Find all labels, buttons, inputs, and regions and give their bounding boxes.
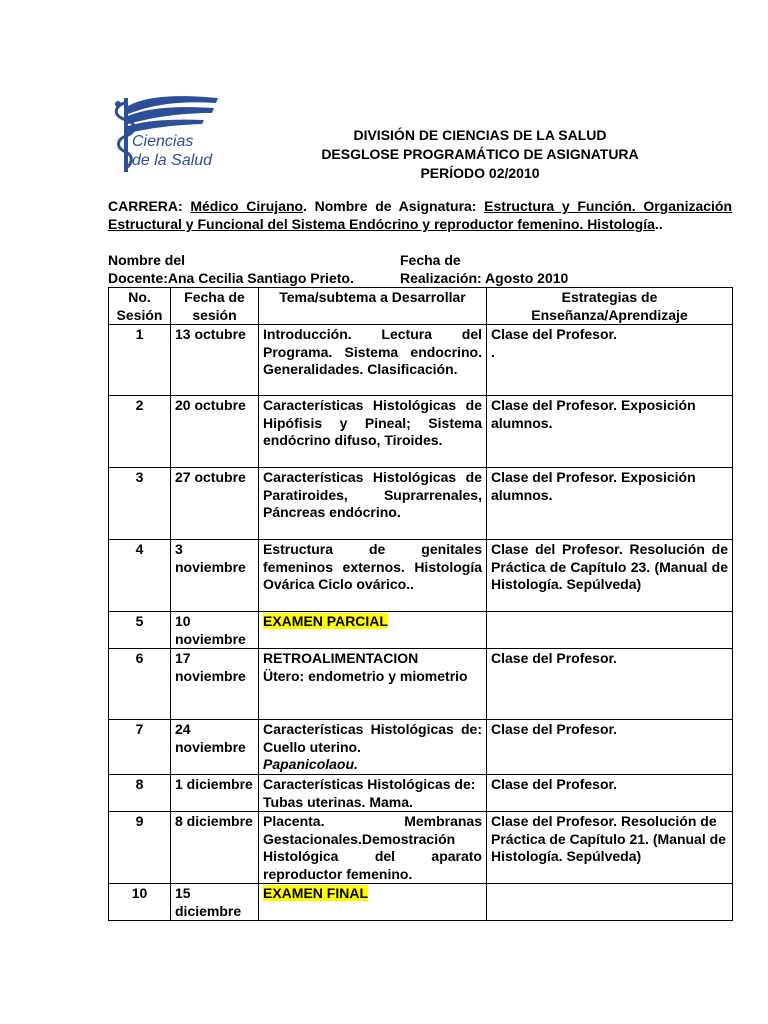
session-topic: Características Histológicas de Hipófisis y Pineal; Sistema endócrino difuso, Tiroides.	[259, 396, 487, 468]
session-no: 5	[109, 612, 171, 649]
docente-name-line: Docente:Ana Cecilia Santiago Prieto.	[108, 270, 354, 286]
fecha-realizacion	[400, 251, 568, 287]
session-strategy	[487, 884, 733, 921]
header-no-sesion: No. Sesión	[109, 288, 171, 325]
logo-line2: de la Salud	[132, 152, 213, 169]
career-block	[108, 197, 732, 233]
career-value: Médico Cirujano	[190, 198, 304, 214]
session-no: 1	[109, 325, 171, 396]
session-strategy: Clase del Profesor. Exposición alumnos.	[487, 396, 733, 468]
session-date: 10 noviembre	[171, 612, 259, 649]
session-strategy: Clase del Profesor.	[487, 649, 733, 720]
session-no: 9	[109, 812, 171, 884]
session-date: 17 noviembre	[171, 649, 259, 720]
session-strategy: Clase del Profesor. Resolución de Práctica de Capítulo 23. (Manual de Histología. Sepúlveda)	[487, 540, 733, 612]
docente-block	[108, 251, 732, 287]
table-row	[109, 396, 733, 468]
header-tema: Tema/subtema a Desarrollar	[259, 288, 487, 325]
session-topic: Introducción. Lectura del Programa. Sistema endocrino. Generalidades. Clasificación.	[259, 325, 487, 396]
session-topic: Características Histológicas de: Tubas uterinas. Mama.	[259, 775, 487, 812]
session-strategy: Clase del Profesor.	[487, 775, 733, 812]
header-period: PERÍODO 02/2010	[420, 165, 540, 181]
table-row	[109, 720, 733, 775]
session-no: 10	[109, 884, 171, 921]
session-no: 3	[109, 468, 171, 540]
exam-highlight: EXAMEN PARCIAL	[263, 613, 388, 629]
table-row	[109, 325, 733, 396]
session-date: 1 diciembre	[171, 775, 259, 812]
session-date: 27 octubre	[171, 468, 259, 540]
table-row	[109, 812, 733, 884]
session-strategy	[487, 612, 733, 649]
session-no: 4	[109, 540, 171, 612]
session-strategy: Clase del Profesor.	[487, 720, 733, 775]
session-strategy: Clase del Profesor. Exposición alumnos.	[487, 468, 733, 540]
header-desglose: DESGLOSE PROGRAMÁTICO DE ASIGNATURA	[321, 146, 639, 162]
table-row	[109, 612, 733, 649]
strategy-text: Clase del Profesor.	[491, 326, 618, 342]
session-date: 13 octubre	[171, 325, 259, 396]
subject-value: Estructura y Función. Organización Estructural y Funcional del Sistema Endócrino y reproductor femenino. Histología	[108, 198, 733, 232]
table-row	[109, 775, 733, 812]
session-topic: Estructura de genitales femeninos externos. Histología Ovárica Ciclo ovárico..	[259, 540, 487, 612]
fecha-label: Fecha de	[400, 252, 461, 268]
session-topic	[259, 720, 487, 775]
session-no: 8	[109, 775, 171, 812]
session-topic: Características Histológicas de Paratiroides, Suprarrenales, Páncreas endócrino.	[259, 468, 487, 540]
logo-line1: Ciencias	[132, 133, 194, 150]
fecha-value: Realización: Agosto 2010	[400, 270, 569, 286]
exam-highlight: EXAMEN FINAL	[263, 885, 368, 901]
session-date: 15 diciembre	[171, 884, 259, 921]
header-estrategias: Estrategias de Enseñanza/Aprendizaje	[487, 288, 733, 325]
session-date: 3 noviembre	[171, 540, 259, 612]
career-label: CARRERA:	[108, 198, 183, 214]
header-division: DIVISIÓN DE CIENCIAS DE LA SALUD	[353, 127, 607, 143]
topic-text: Características Histológicas de: Cuello uterino.	[263, 721, 482, 755]
header-fecha: Fecha de sesión	[171, 288, 259, 325]
table-row	[109, 649, 733, 720]
topic-italic: Papanicolaou.	[263, 756, 358, 772]
document-header	[260, 126, 700, 183]
session-topic	[259, 884, 487, 921]
session-topic	[259, 612, 487, 649]
session-no: 2	[109, 396, 171, 468]
session-topic	[259, 649, 487, 720]
table-row	[109, 540, 733, 612]
session-date: 8 diciembre	[171, 812, 259, 884]
strategy-text-2: .	[491, 343, 495, 360]
session-date: 24 noviembre	[171, 720, 259, 775]
session-no: 6	[109, 649, 171, 720]
table-row	[109, 468, 733, 540]
session-topic: Placenta. Membranas Gestacionales.Demostración Histológica del aparato reproductor femenino.	[259, 812, 487, 884]
table-header-row	[109, 288, 733, 325]
session-strategy	[487, 325, 733, 396]
table-row	[109, 884, 733, 921]
topic-line-2: Ütero: endometrio y miometrio	[263, 667, 468, 684]
topic-line-1: RETROALIMENTACION	[263, 650, 419, 666]
docente-label-line1: Nombre del	[108, 252, 186, 268]
logo-text	[132, 132, 212, 170]
session-no: 7	[109, 720, 171, 775]
session-date: 20 octubre	[171, 396, 259, 468]
subject-label: . Nombre de Asignatura:	[303, 198, 477, 214]
sessions-table	[108, 287, 733, 921]
session-strategy: Clase del Profesor. Resolución de Práctica de Capítulo 21. (Manual de Histología. Sepúlveda)	[487, 812, 733, 884]
subject-suffix: ..	[654, 216, 663, 232]
institution-logo	[106, 94, 224, 176]
